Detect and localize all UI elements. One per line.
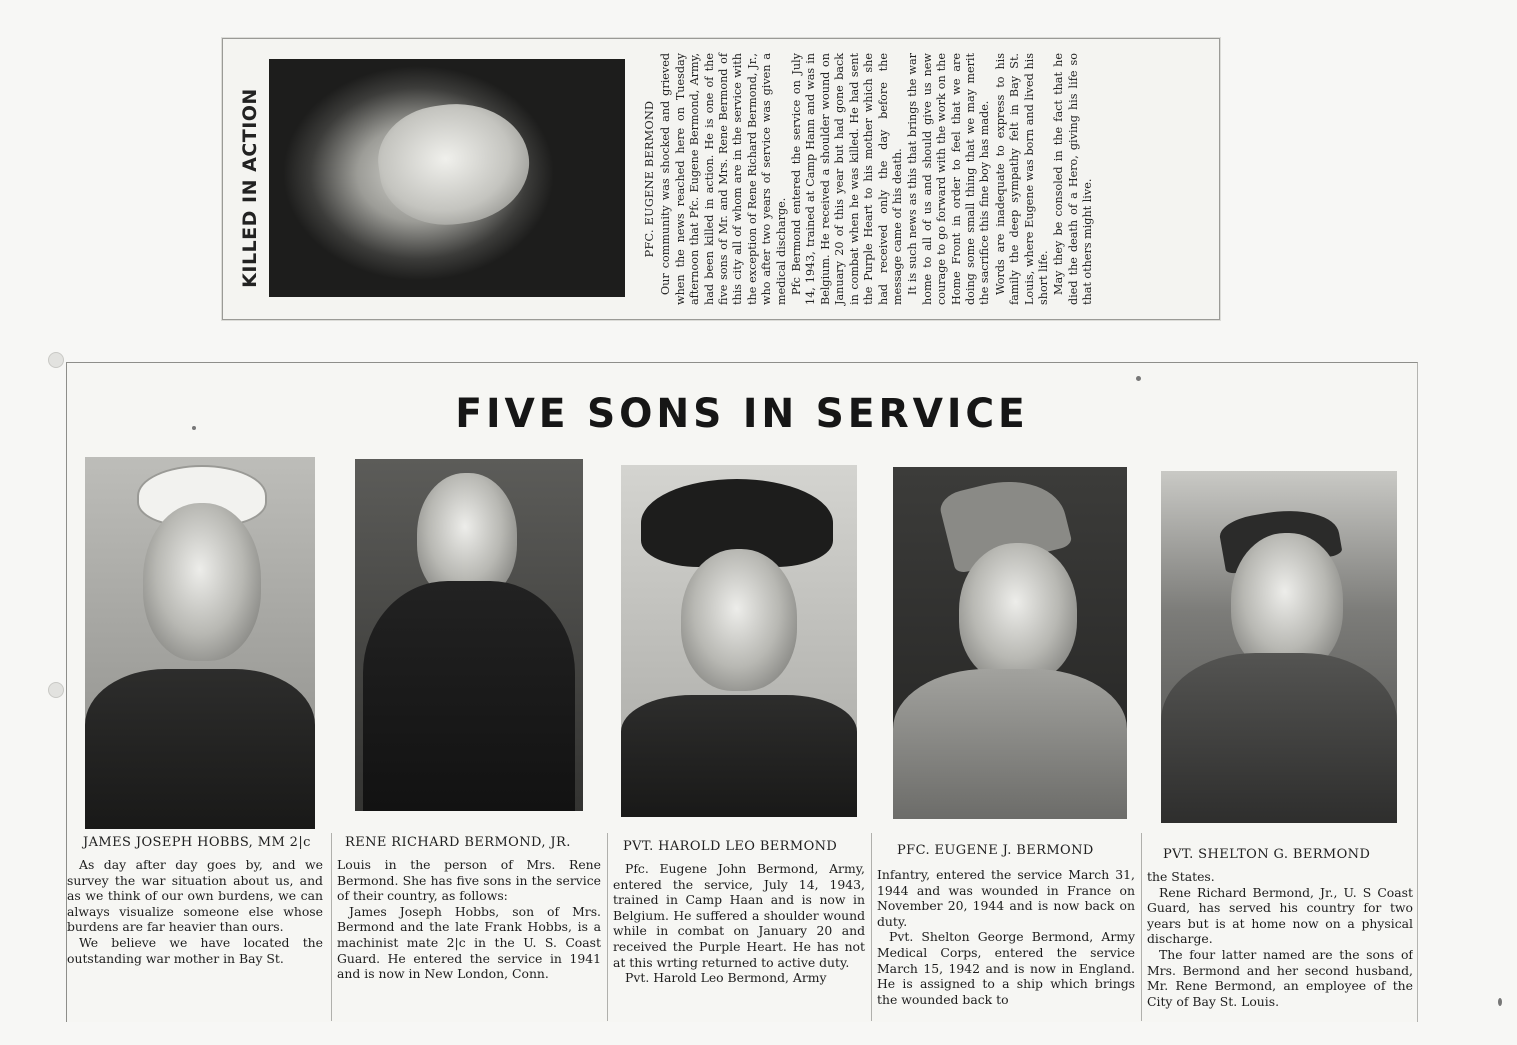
clipping-heading bbox=[231, 57, 269, 319]
portrait-uniform bbox=[85, 669, 315, 829]
dust-speck bbox=[1136, 376, 1141, 381]
portrait-head bbox=[1231, 533, 1343, 673]
photo-shelton-bermond bbox=[1161, 471, 1397, 823]
caption-james-hobbs: JAMES JOSEPH HOBBS, MM 2|c bbox=[83, 835, 311, 850]
column-paragraph: the States. bbox=[1147, 869, 1215, 884]
photo-rene-bermond bbox=[355, 459, 583, 811]
article-paragraph: Words are inadequate to express to his family the deep sympathy felt in Bay St. Louis, where Eugene was born and lived his short life. bbox=[993, 53, 1050, 305]
column-paragraph: Louis in the person of Mrs. Rene Bermond. She has five sons in the service of their country, as follows: bbox=[337, 857, 601, 904]
column-rule bbox=[331, 833, 332, 1021]
clipping-title: FIVE SONS IN SERVICE bbox=[455, 391, 1029, 437]
article-paragraph: May they be consoled in the fact that he died the death of a Hero, giving his life so that others might live. bbox=[1052, 53, 1095, 305]
article-column-5 bbox=[1147, 869, 1413, 1019]
caption-rene-bermond: RENE RICHARD BERMOND, JR. bbox=[345, 835, 571, 850]
photo-eugene-bermond bbox=[893, 467, 1127, 819]
killed-in-action-clipping bbox=[222, 38, 1220, 320]
column-paragraph: The four latter named are the sons of Mrs. Bermond and her second husband, Mr. Rene Bermond, an employee of the City of Bay St. Louis. bbox=[1147, 946, 1413, 1009]
column-paragraph: James Joseph Hobbs, son of Mrs. Bermond and the late Frank Hobbs, is a machinist mate 2|c in the U. S. Coast Guard. He entered the service in 1941 and is now in New London, Conn. bbox=[337, 903, 601, 982]
caption-eugene-bermond: PFC. EUGENE J. BERMOND bbox=[897, 843, 1094, 858]
column-paragraph: Pvt. Shelton George Bermond, Army Medical Corps, entered the service March 15, 1942 and is now in England. He is assigned to a ship which brings the wounded back to bbox=[877, 929, 1135, 1007]
caption-harold-bermond: PVT. HAROLD LEO BERMOND bbox=[623, 839, 838, 854]
article-paragraph: It is such news as this that brings the war home to all of us and should give us new courage to go forward with the work on the Home Front in order to feel that we are doing some small thing that we may merit the sacrifice this fine boy has made. bbox=[906, 53, 992, 305]
column-paragraph: Infantry, entered the service March 31, 1944 and was wounded in France on November 20, 1944 and is now back on duty. bbox=[877, 867, 1135, 929]
five-sons-clipping bbox=[66, 362, 1418, 1022]
clipping-heading-text: KILLED IN ACTION bbox=[239, 88, 262, 288]
portrait-uniform bbox=[893, 669, 1127, 819]
binder-hole-top bbox=[48, 352, 64, 368]
obituary-article bbox=[635, 47, 1215, 315]
column-rule bbox=[607, 833, 608, 1021]
portrait-head bbox=[143, 503, 261, 661]
portrait-head bbox=[959, 543, 1077, 683]
portrait-head bbox=[681, 549, 797, 691]
dust-speck bbox=[1498, 998, 1502, 1006]
article-column-2 bbox=[337, 857, 601, 1017]
eugene-bermond-portrait bbox=[269, 59, 625, 297]
article-paragraph: Our community was shocked and grieved when the news reached here on Tuesday afternoon that Pfc. Eugene Bermond, Army, had been killed in action. He is one of the five sons of Mr. and Mrs. Rene Bermond of this city all of whom are in the service with the exception of Rene Richard Bermond, Jr., who after two years of service was given a medical discharge. bbox=[659, 53, 788, 305]
portrait-uniform bbox=[621, 695, 857, 817]
article-column-1 bbox=[67, 857, 323, 1017]
portrait-uniform bbox=[1161, 653, 1397, 823]
binder-hole-bottom bbox=[48, 682, 64, 698]
column-paragraph: We believe we have located the outstanding war mother in Bay St. bbox=[67, 934, 323, 966]
article-paragraph: Pfc Bermond entered the service on July 14, 1943, trained at Camp Hann and was in Belgium. He received a shoulder wound on January 20 of this year but had gone back in combat when he was killed. He had sent the Purple Heart to his mother which she had received only the day before the message came of his death. bbox=[790, 53, 904, 305]
portrait-face bbox=[371, 94, 536, 234]
column-paragraph: Pvt. Harold Leo Bermond, Army bbox=[625, 970, 827, 986]
portrait-sweater bbox=[363, 581, 575, 811]
article-column-4 bbox=[877, 867, 1135, 1019]
photo-harold-bermond bbox=[621, 465, 857, 817]
column-paragraph: Pfc. Eugene John Bermond, Army, entered the service, July 14, 1943, trained in Camp Haan and is now in Belgium. He suffered a shoulder wound while in combat on January 20 and received the Purple Heart. He has not at this wrting returned to active duty. bbox=[613, 861, 865, 970]
dust-speck bbox=[192, 426, 196, 430]
article-byline: PFC. EUGENE BERMOND bbox=[643, 100, 656, 258]
column-paragraph: Rene Richard Bermond, Jr., U. S Coast Guard, has served his country for two years but is at home now on a physical discharge. bbox=[1147, 884, 1413, 947]
column-rule bbox=[871, 833, 872, 1021]
photo-james-hobbs bbox=[85, 457, 315, 829]
column-rule bbox=[1141, 833, 1142, 1021]
column-paragraph: As day after day goes by, and we survey the war situation about us, and as we think of our own burdens, we can always visualize someone else whose burdens are far heavier than ours. bbox=[67, 857, 323, 935]
article-column-3 bbox=[613, 861, 865, 1019]
caption-shelton-bermond: PVT. SHELTON G. BERMOND bbox=[1163, 847, 1371, 862]
